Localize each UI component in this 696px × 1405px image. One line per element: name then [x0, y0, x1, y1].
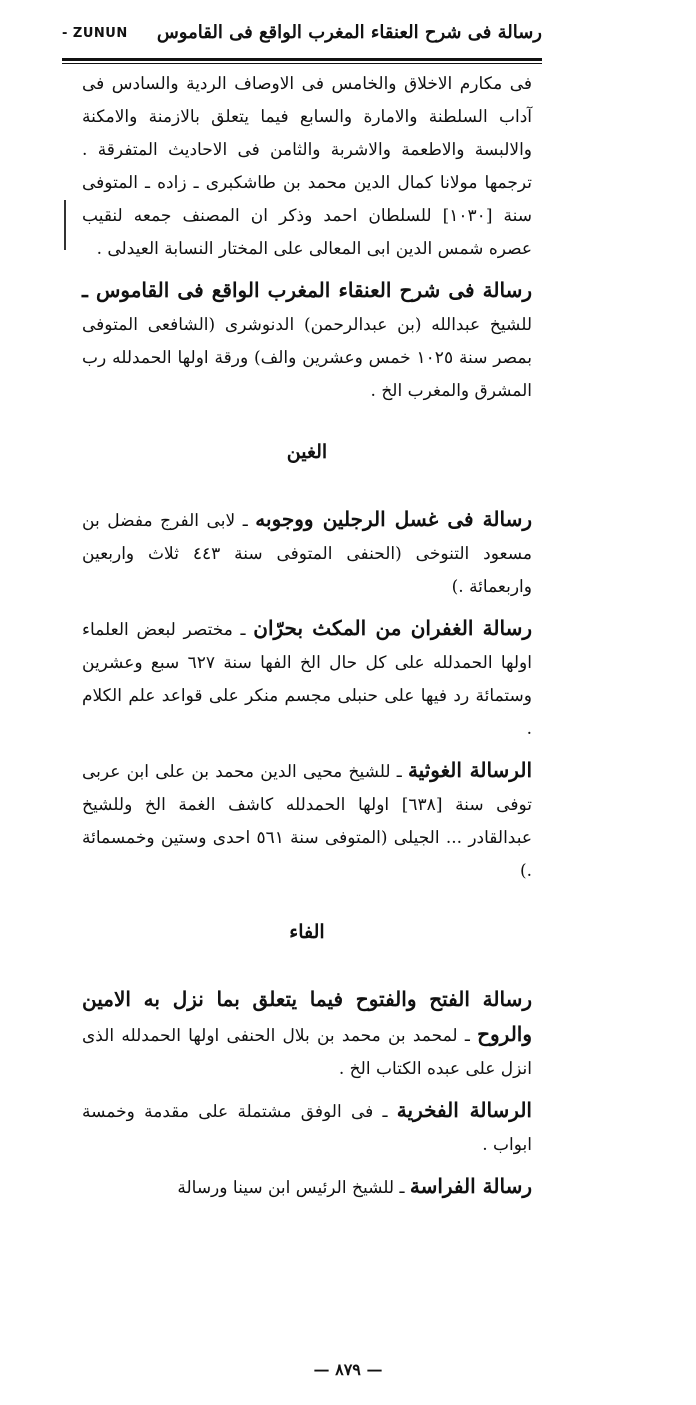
entry-title: الرسالة الغوثية — [407, 758, 532, 782]
paragraph-text: فى مكارم الاخلاق والخامس فى الاوصاف الردية والسادس فى آداب السلطنة والامارة والسابع فيما يتعلق بالازمنة والامكنة والالبسة والاطعمة والاشربة والثامن فى الاحاديث المتفرقة . ترجمها مولانا كمال الدين محمد بن طاشكبرى ـ زاده ـ المتوفى سنة [١٠٣٠] للسلطان احمد وذكر ان المصنف جمعه لنقيب عصره شمس الدين ابى المعالى على المختار النسابة العيدلى . — [82, 74, 532, 259]
running-header — [62, 22, 542, 52]
entry-body: ـ للشيخ الرئيس ابن سينا ورسالة — [177, 1178, 405, 1198]
entry-body: ـ لمحمد بن محمد بن بلال الحنفى اولها الحمدلله الذى انزل على عبده الكتاب الخ . — [82, 1026, 532, 1079]
entry-body: ـ لابى الفرج مفضل بن مسعود التنوخى (الحنفى المتوفى سنة ٤٤٣ ثلاث واربعين واربعمائة .) — [82, 511, 532, 597]
entry-ghusl — [82, 503, 532, 604]
entry-title: رسالة فى شرح العنقاء المغرب الواقع فى القاموس ـ — [82, 278, 532, 302]
header-title: رسالة فى شرح العنقاء المغرب الواقع فى القاموس — [156, 22, 542, 43]
header-rule-thick — [62, 58, 542, 61]
margin-mark — [64, 200, 66, 250]
entry-body: ـ للشيخ محيى الدين محمد بن على ابن عربى توفى سنة [٦٣٨] اولها الحمدلله كاشف الغمة الخ وللشيخ عبدالقادر ... الجيلى (المتوفى سنة ٥٦١ احدى وستين وخمسمائة .) — [82, 762, 532, 881]
entry-title: رسالة الفتح والفتوح فيما يتعلق بما نزل به الامين والروح — [82, 987, 533, 1046]
entry-firasa — [82, 1170, 532, 1205]
entry-ghawthiyya — [82, 754, 532, 888]
entry-ghufran — [82, 612, 532, 746]
header-code: - ZUNUN — [62, 26, 128, 41]
section-heading-fa: الفاء — [289, 921, 325, 943]
entry-body: ـ مختصر لبعض العلماء اولها الحمدلله على كل حال الخ الفها سنة ٦٢٧ سبع وعشرين وستمائة رد فيها على حنبلى مجسم منكر على قواعد علم الكلام . — [82, 620, 532, 739]
entry-body: للشيخ عبدالله (بن عبدالرحمن) الدنوشرى (الشافعى المتوفى بمصر سنة ١٠٢٥ خمس وعشرين والف) ورقة اولها الحمدلله رب المشرق والمغرب الخ . — [82, 315, 532, 401]
paragraph-continuation — [82, 68, 532, 266]
section-heading-ghain: الغين — [286, 441, 328, 463]
page-number: — ٨٧٩ — — [313, 1360, 383, 1379]
entry-title: الرسالة الفخرية — [396, 1098, 532, 1122]
entry-title: رسالة فى غسل الرجلين ووجوبه — [255, 507, 533, 531]
entry-anqa — [82, 274, 532, 408]
page-body — [82, 68, 532, 1213]
entry-title: رسالة الفراسة — [409, 1174, 532, 1198]
header-rule-thin — [62, 63, 542, 64]
entry-body: ـ فى الوفق مشتملة على مقدمة وخمسة ابواب . — [82, 1102, 532, 1155]
entry-fath — [82, 983, 532, 1086]
entry-title: رسالة الغفران من المكث بحرّان — [253, 616, 532, 640]
entry-fakhriyya — [82, 1094, 532, 1162]
